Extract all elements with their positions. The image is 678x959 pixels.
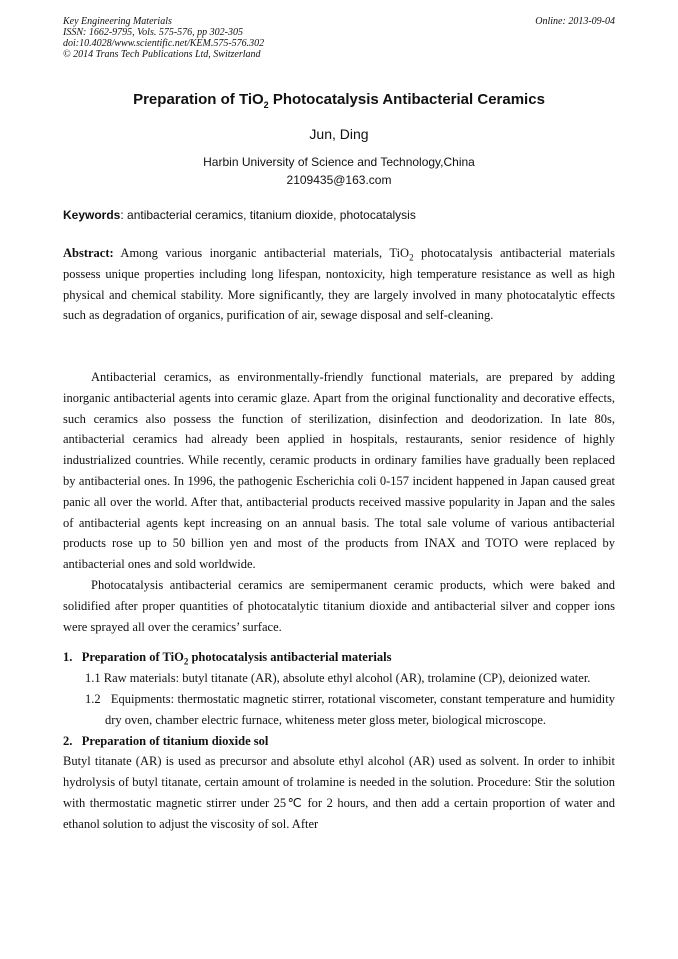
section-1-item-1: 1.1 Raw materials: butyl titanate (AR), absolute ethyl alcohol (AR), trolamine (CP), deionized water. <box>85 671 591 686</box>
online-date: Online: 2013-09-04 <box>535 16 615 27</box>
keywords-label: Keywords <box>63 208 121 222</box>
keywords-text: : antibacterial ceramics, titanium dioxide, photocatalysis <box>120 208 416 222</box>
affiliation: Harbin University of Science and Technology,China <box>203 155 475 169</box>
abstract-label: Abstract: <box>63 246 114 260</box>
issn-line: ISSN: 1662-9795, Vols. 575-576, pp 302-305 <box>63 27 243 38</box>
journal-header <box>63 16 615 60</box>
email: 2109435@163.com <box>286 173 392 187</box>
abstract: Abstract: Among various inorganic antibacterial materials, TiO$_2$ photocatalysis antibacterial materials possess unique properties including long lifespan, nontoxicity, high temperature resistance as well as high physical and chemical stability. More significantly, they are largely involved in many photocatalytic effects such as degradation of organics, purification of air, sewage disposal and self-cleaning. <box>63 246 615 323</box>
section-1-item-2: 1.2 Equipments: thermostatic magnetic stirrer, rotational viscometer, constant temperature and humidity dry oven, chamber electric furnace, whiteness meter gloss meter, biological microscope. <box>85 691 615 727</box>
author-name: Jun, Ding <box>309 126 369 142</box>
section-2-text: Butyl titanate (AR) is used as precursor and absolute ethyl alcohol (AR) used as solvent. In order to inhibit hydrolysis of butyl titanate, certain amount of trolamine is needed in the solution. Procedure: Stir the solution with thermostatic magnetic stirrer under 25℃ for 2 hours, and then add a certain proportion of water and ethanol solution to adjust the viscosity of sol. After <box>63 754 615 831</box>
journal-name: Key Engineering Materials <box>63 16 172 27</box>
affiliation-block <box>0 153 678 189</box>
paper-title: Preparation of TiO$_2$ Photocatalysis Antibacterial Ceramics <box>133 91 545 110</box>
intro-paragraph-1: Antibacterial ceramics, as environmentally-friendly functional materials, are prepared by adding inorganic antibacterial agents into ceramic glaze. Apart from the original functionality and decorative effects, such ceramics also possess the function of sterilization, disinfection and deodorization. In late 80s, antibacterial ceramics had already been applied in hospitals, restaurants, senior residence of highly industrialized countries. While recently, ceramic products in ordinary families have gradually been replaced by antibacterial ones. In 1996, the pathogenic Escherichia coli 0-157 incident happened in Japan caused great panic all over the world. After that, antibacterial products received massive popularity in Japan and the sales of antibacterial agents kept increasing on an annual basis. The total sale volume of various antibacterial products rose up to 50 billion yen and most of the products from INAX and TOTO were replaced by antibacterial ones and sold worldwide. <box>63 370 615 572</box>
copyright-line: © 2014 Trans Tech Publications Ltd, Switzerland <box>63 49 261 60</box>
doi-line: doi:10.4028/www.scientific.net/KEM.575-576.302 <box>63 38 265 49</box>
section-2-heading: 2. Preparation of titanium dioxide sol <box>63 733 269 748</box>
keywords-line <box>63 208 615 222</box>
main-text <box>63 367 615 835</box>
section-1-heading: 1. Preparation of TiO$_2$ photocatalysis antibacterial materials <box>63 650 392 667</box>
intro-paragraph-2: Photocatalysis antibacterial ceramics are semipermanent ceramic products, which were baked and solidified after proper quantities of photocatalytic titanium dioxide and antibacterial silver and copper ions were sprayed all over the ceramics’ surface. <box>63 577 615 634</box>
